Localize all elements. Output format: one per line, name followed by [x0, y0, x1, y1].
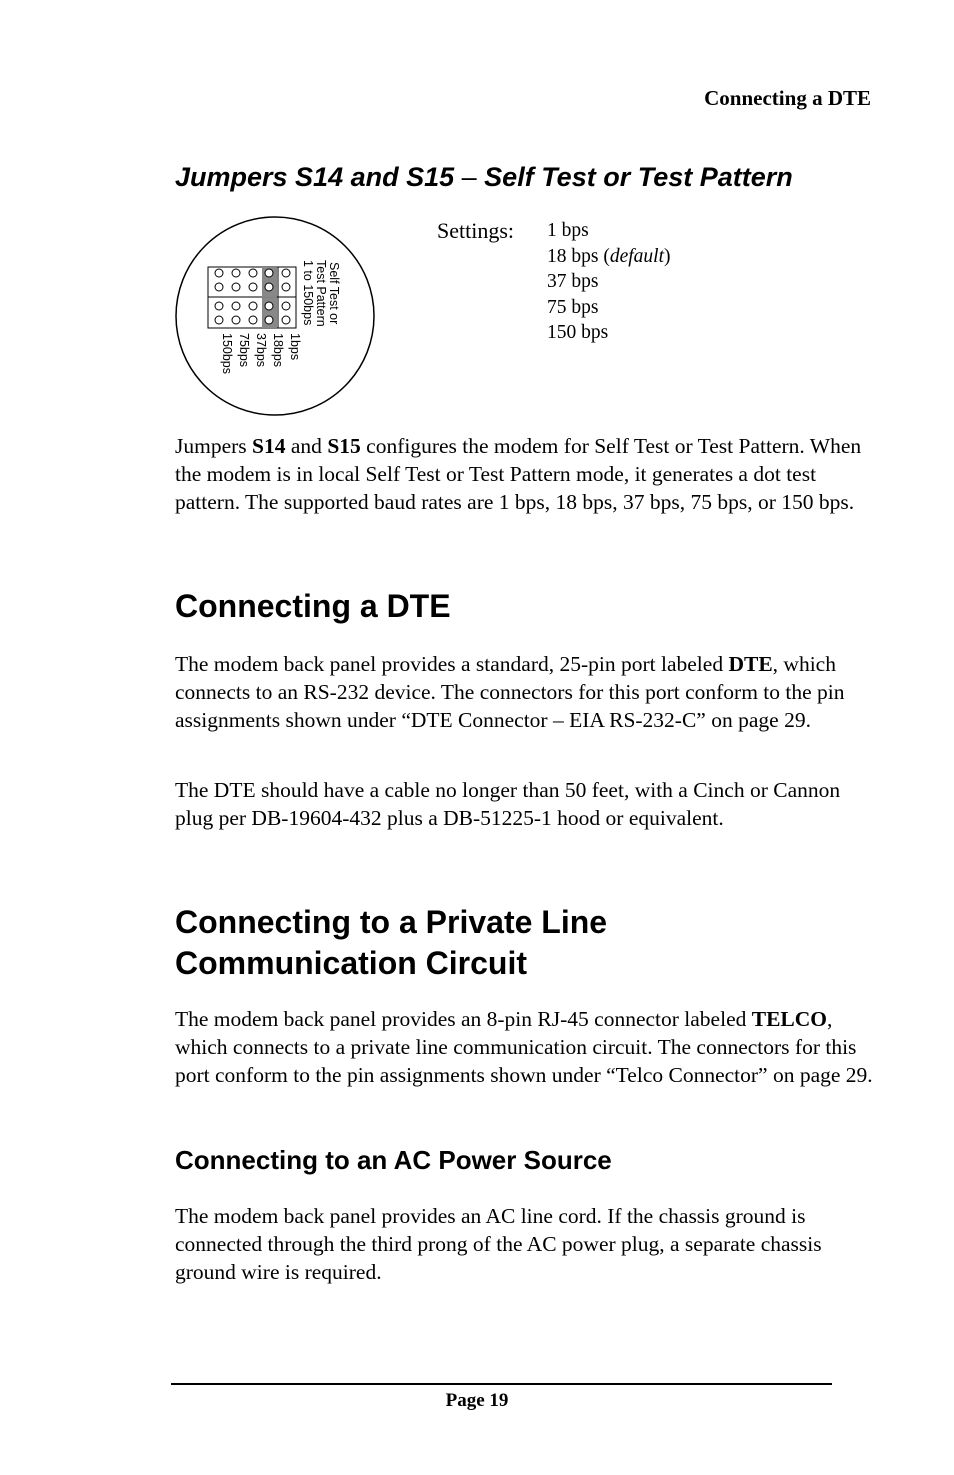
jumper-pin: [265, 283, 273, 291]
dte-paragraph-2: The DTE should have a cable no longer than 50 feet, with a Cinch or Cannon plug per DB-19604-432 plus a DB-51225-1 hood or equivalent.: [175, 778, 841, 830]
jumper-pin: [215, 316, 223, 324]
ac-power-paragraph: The modem back panel provides an AC line cord. If the chassis ground is connected through the third prong of the AC power plug, a separate chassis ground wire is required.: [175, 1204, 822, 1284]
dte-paragraph-1: [175, 650, 875, 734]
text-run: configures the modem for Self Test or Test Pattern. When the modem is in local Self Test or Test Pattern mode, it generates a dot test pattern. The supported baud rates are 1 bps, 18 bps, 37 bps, 75 bps, or 150 bps.: [175, 434, 862, 514]
jumper-diagram: [174, 215, 376, 417]
jumper-pin: [265, 316, 273, 324]
setting-text: 37 bps: [547, 271, 599, 292]
rate-label: 150bps: [220, 333, 234, 375]
heading-part2: Self Test or Test Pattern: [484, 162, 793, 192]
jumper-pin: [282, 283, 290, 291]
heading-line: Connecting to a Private Line: [175, 904, 608, 940]
heading-part1: Jumpers S14 and S15: [175, 162, 455, 192]
section-heading-dte: Connecting a DTE: [175, 588, 451, 624]
rate-label: 75bps: [237, 333, 251, 368]
jumper-pin: [265, 269, 273, 277]
jumper-pin: [232, 316, 240, 324]
default-note: default: [609, 245, 665, 267]
setting-text: 75 bps: [547, 296, 599, 318]
jumper-pin: [215, 269, 223, 277]
section-heading-ac-power: Connecting to an AC Power Source: [175, 1145, 612, 1175]
rate-label: 1bps: [288, 333, 302, 361]
jumper-pin: [282, 269, 290, 277]
jumper-pin: [232, 283, 240, 291]
private-line-paragraph: [175, 1005, 875, 1089]
settings-list: [547, 218, 671, 346]
jumper-pin: [215, 302, 223, 310]
bold-s14: S14: [252, 434, 286, 458]
setting-text: 18 bps (: [547, 245, 610, 267]
label-self-test: Self Test or: [327, 262, 341, 325]
jumper-pin: [249, 269, 257, 277]
heading-dash: –: [454, 162, 485, 192]
setting-suffix: ): [664, 245, 671, 267]
setting-item: [547, 218, 671, 244]
jumper-pin: [282, 302, 290, 310]
diagram-header-labels: [301, 260, 341, 327]
text-run: The modem back panel provides an 8-pin RJ-45 connector labeled: [175, 1007, 752, 1031]
setting-item: [547, 269, 671, 295]
page-number: Page 19: [445, 1390, 509, 1411]
bold-dte: DTE: [728, 652, 773, 676]
footer-rule: [171, 1383, 832, 1385]
jumper-pin: [282, 316, 290, 324]
label-test-pattern: Test Pattern: [314, 260, 328, 327]
bold-telco: TELCO: [751, 1007, 828, 1031]
text-run: The modem back panel provides a standard, 25-pin port labeled: [175, 652, 729, 676]
setting-item: [547, 320, 671, 346]
section-heading-jumpers: [175, 162, 793, 193]
jumper-pin: [265, 302, 273, 310]
jumpers-paragraph: [175, 432, 875, 516]
settings-label: Settings:: [437, 218, 515, 243]
bold-s15: S15: [327, 434, 361, 458]
setting-item: [547, 295, 671, 321]
running-header: Connecting a DTE: [704, 86, 871, 110]
setting-item-default: [547, 244, 671, 270]
label-rate-range: 1 to 150bps: [301, 260, 315, 326]
rate-label: 37bps: [254, 333, 268, 368]
text-run: Jumpers: [175, 434, 253, 458]
text-run: , which connects to an RS-232 device. The connectors for this port conform to the pin assignments shown under “DTE Connector – EIA RS-232-C” on page 29.: [175, 652, 845, 732]
rate-label: 18bps: [271, 333, 285, 368]
jumper-pin: [249, 283, 257, 291]
jumper-pin: [215, 283, 223, 291]
setting-text: 1 bps: [547, 220, 589, 241]
jumper-pin: [249, 316, 257, 324]
text-run: , which connects to a private line communication circuit. The connectors for this port conform to the pin assignments shown under “Telco Connector” on page 29.: [175, 1007, 873, 1087]
jumper-pin: [232, 269, 240, 277]
heading-line: Communication Circuit: [175, 945, 528, 981]
text-run: and: [285, 434, 328, 458]
setting-text: 150 bps: [547, 322, 609, 343]
jumper-pin: [249, 302, 257, 310]
rate-labels: [220, 333, 302, 374]
jumper-pin: [232, 302, 240, 310]
section-heading-private-line: [175, 902, 607, 984]
